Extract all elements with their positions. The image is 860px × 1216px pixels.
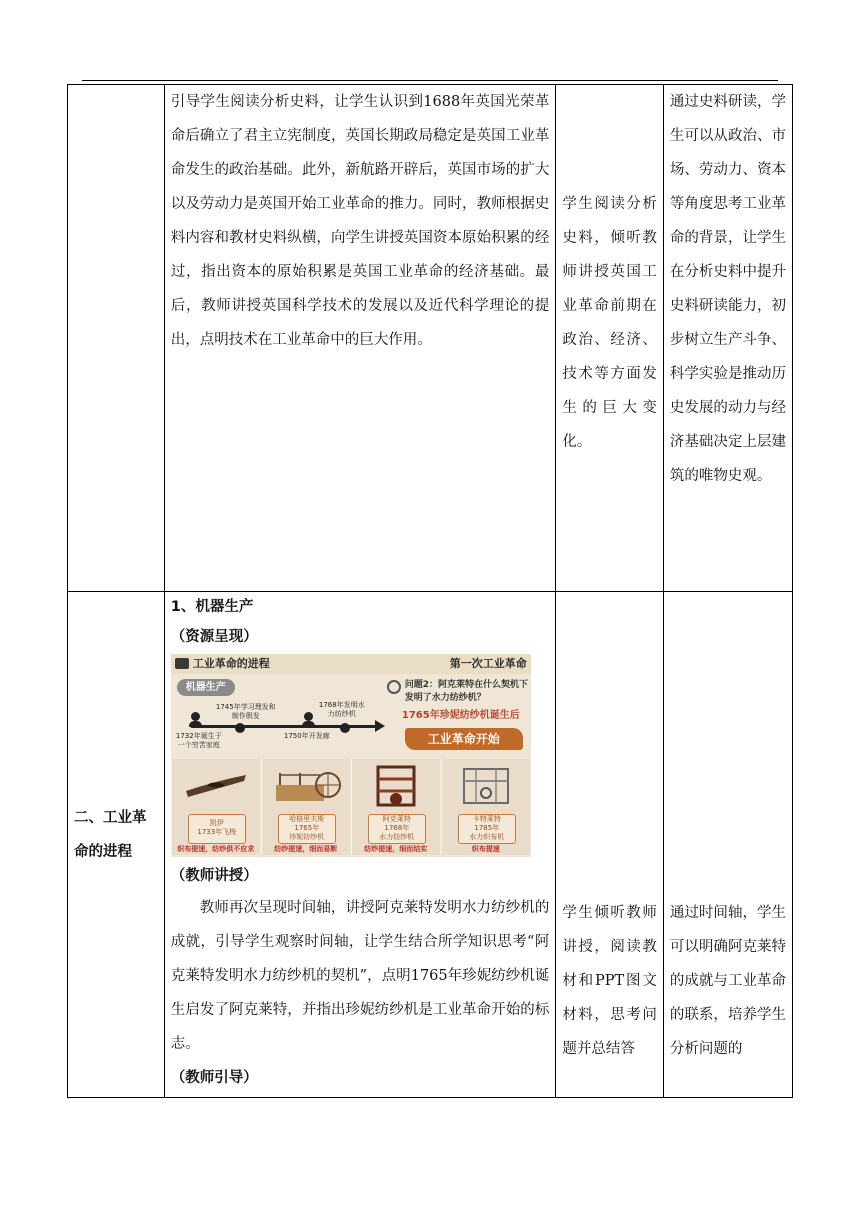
invention-caption: 织布提速，纺纱供不应求 xyxy=(177,845,255,853)
section-title: 二、工业革命的进程 xyxy=(74,809,147,860)
factory-icon xyxy=(175,658,189,669)
person-icon xyxy=(191,712,200,721)
invention-plaque: 卡特莱特 1785年 水力织布机 xyxy=(458,814,516,844)
invention-panel xyxy=(441,759,530,855)
timeline-label: 1768年发明水力纺纱机 xyxy=(318,701,365,718)
invention-panel xyxy=(351,759,440,855)
water-frame-image xyxy=(360,763,432,809)
header-rule xyxy=(82,80,778,81)
slide-title: 工业革命的进程 xyxy=(192,657,270,670)
invention-plaque: 哈格里夫斯 1765年 珍妮纺纱机 xyxy=(278,814,336,844)
design-intent-cell xyxy=(663,592,792,1098)
section-cell xyxy=(68,85,165,592)
lesson-plan-table xyxy=(67,84,793,1098)
design-intent-cell: 通过史料研读，学生可以从政治、市场、劳动力、资本等角度思考工业革命的背景，让学生在分析史料中提升史料研读能力，初步树立生产斗争、科学实验是推动历史发展的动力与经济基础决定上层建筑的唯物史观。 xyxy=(663,85,792,592)
invention-plaque: 凯伊 1733年飞梭 xyxy=(188,814,246,844)
section-heading: 1、机器生产 xyxy=(170,599,254,615)
teacher-guide-label: （教师引导） xyxy=(170,1070,258,1086)
student-activity-text: 学生倾听教师讲授，阅读教材和PPT图文材料，思考问题并总结答 xyxy=(562,905,657,1057)
teacher-activity-cell xyxy=(164,592,556,1098)
slide-question: 问题2：阿克莱特在什么契机下发明了水力纺纱机？ xyxy=(404,680,529,703)
invention-panel xyxy=(171,759,260,855)
spinning-jenny-image xyxy=(270,763,342,809)
teacher-activity-cell: 引导学生阅读分析史料，让学生认识到1688年英国光荣革命后确立了君主立宪制度，英国长期政局稳定是英国工业革命发生的政治基础。此外，新航路开辟后，英国市场的扩大以及劳动力是英国开始工业革命的推力。同时，教师根据史料内容和教材史料纵横，向学生讲授英国资本原始积累的经过，指出资本的原始积累是英国工业革命的经济基础。最后，教师讲授英国科学技术的发展以及近代科学理论的提出，点明技术在工业革命中的巨大作用。 xyxy=(164,85,556,592)
magnifier-icon xyxy=(387,680,401,694)
invention-caption: 织布提速 xyxy=(471,845,500,853)
timeline-label: 1745年学习理发和制作假发 xyxy=(215,703,276,720)
slide-banner: 工业革命开始 xyxy=(405,728,523,750)
ppt-slide-image xyxy=(171,654,531,857)
timeline-dot xyxy=(340,723,350,733)
teacher-lecture-text: 教师再次呈现时间轴，讲授阿克莱特发明水力纺纱机的成就，引导学生观察时间轴，让学生结合所学知识思考“阿克莱特发明水力纺纱机的契机”，点明1765年珍妮纺纱机诞生启发了阿克莱特，并指出珍妮纺纱机是工业革命开始的标志。 xyxy=(170,900,550,1052)
teacher-lecture-label: （教师讲授） xyxy=(170,868,258,884)
flying-shuttle-image xyxy=(180,763,252,809)
timeline-label: 1750年开发廊 xyxy=(283,732,330,740)
slide-tag: 第一次工业革命 xyxy=(449,657,527,670)
resource-label: （资源呈现） xyxy=(170,629,258,645)
table-row xyxy=(68,592,793,1098)
student-activity-cell xyxy=(556,85,664,592)
slide-pill: 机器生产 xyxy=(177,679,235,696)
timeline-dot xyxy=(235,723,245,733)
invention-caption: 纺纱提速，细而结实 xyxy=(364,845,428,853)
power-loom-image xyxy=(450,763,522,809)
section-title-cell xyxy=(68,592,165,1098)
student-activity-text: 学生阅读分析史料，倾听教师讲授英国工业革命前期在政治、经济、技术等方面发生的巨大变化。 xyxy=(562,196,657,450)
slide-highlight: 1765年珍妮纺纱机诞生后 xyxy=(401,710,520,721)
student-activity-cell xyxy=(556,592,664,1098)
timeline-label: 1732年诞生于一个穷苦家庭 xyxy=(175,732,222,749)
design-intent-text: 通过时间轴，学生可以明确阿克莱特的成就与工业革命的联系，培养学生分析问题的 xyxy=(669,905,786,1057)
table-row xyxy=(68,85,793,592)
invention-caption: 纺纱提速，细而易断 xyxy=(274,845,338,853)
timeline-arrow-icon xyxy=(375,720,385,732)
person-icon xyxy=(304,712,313,721)
invention-panel xyxy=(261,759,350,855)
invention-plaque: 阿克莱特 1768年 水力纺纱机 xyxy=(368,814,426,844)
